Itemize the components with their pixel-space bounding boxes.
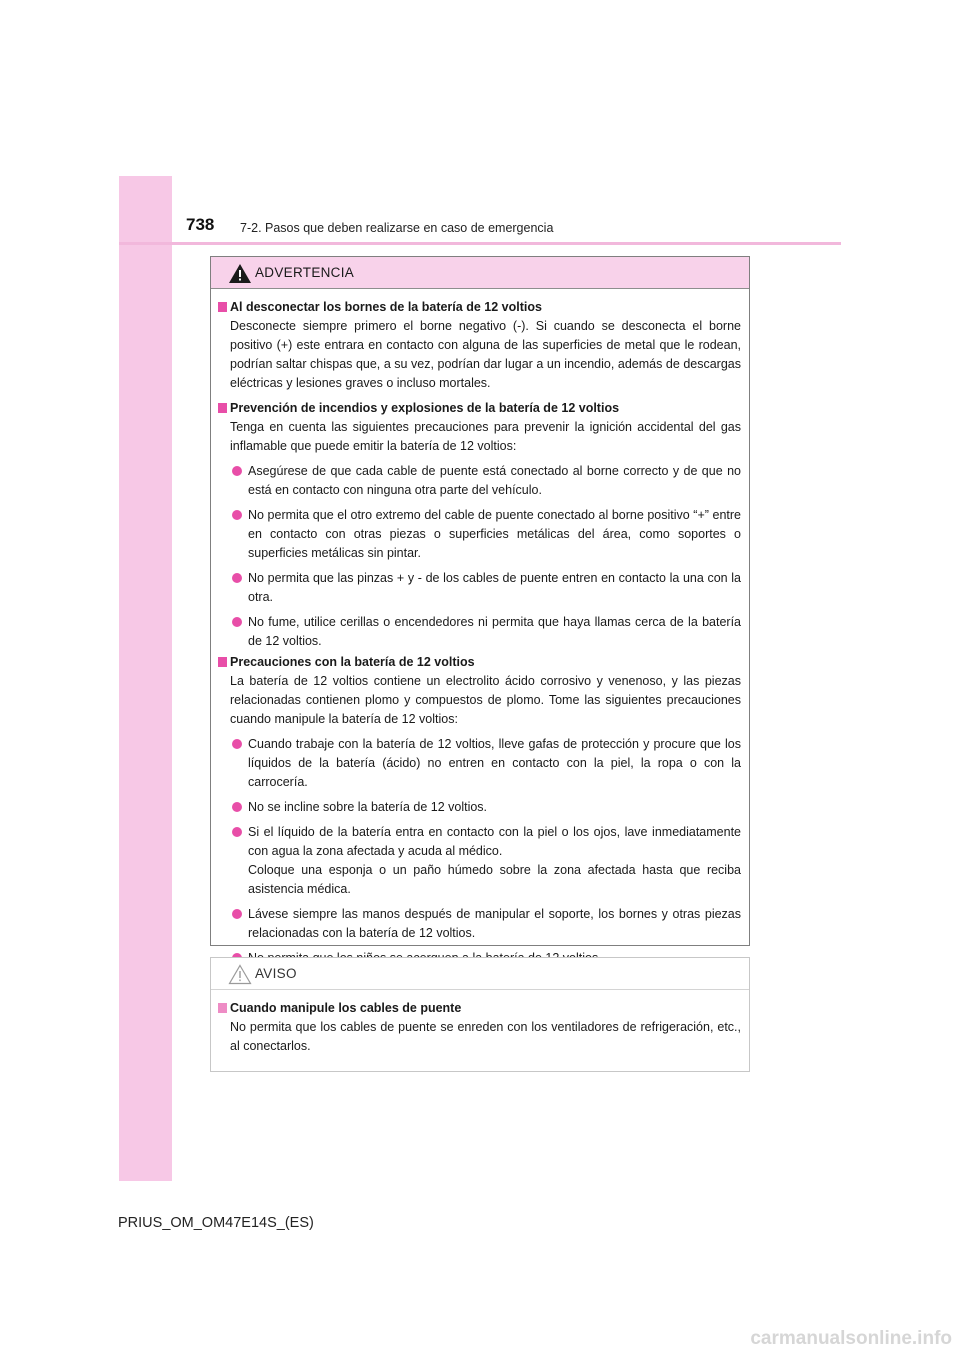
section-title: 7-2. Pasos que deben realizarse en caso de emergencia: [240, 221, 554, 235]
warning-paragraph-3: La batería de 12 voltios contiene un electrolito ácido corrosivo y venenoso, y las piezas relacionadas contienen plomo y compuestos de plomo. Tome las siguientes precauciones cuando manipule la batería de 12 voltios:: [230, 674, 741, 726]
square-bullet-icon: [218, 657, 227, 667]
notice-body: [211, 990, 749, 1056]
page-sidebar: [119, 176, 172, 1181]
notice-box: [210, 957, 750, 1072]
circle-bullet-icon: [232, 909, 242, 919]
warning-bullet: No permita que el otro extremo del cable de puente conectado al borne positivo “+” entre en contacto con otras piezas o superficies metálicas del área, como soportes o superficies metálicas sin pintar.: [230, 506, 741, 563]
square-bullet-icon: [218, 1003, 227, 1013]
warning-heading-2: Prevención de incendios y explosiones de la batería de 12 voltios: [218, 399, 741, 418]
warning-bullet: No permita que las pinzas + y - de los cables de puente entren en contacto la una con la otra.: [230, 569, 741, 607]
warning-bullet: No fume, utilice cerillas o encendedores ni permita que haya llamas cerca de la batería de 12 voltios.: [230, 613, 741, 651]
notice-heading: Cuando manipule los cables de puente: [218, 999, 741, 1018]
warning-header: [211, 257, 749, 289]
warning-bullet: Lávese siempre las manos después de manipular el soporte, los bornes y otras piezas relacionadas con la batería de 12 voltios.: [230, 905, 741, 943]
circle-bullet-icon: [232, 827, 242, 837]
circle-bullet-icon: [232, 739, 242, 749]
watermark: carmanualsonline.info: [750, 1328, 952, 1349]
notice-header: [211, 958, 749, 990]
document-code: PRIUS_OM_OM47E14S_(ES): [118, 1215, 314, 1231]
warning-box: [210, 256, 750, 946]
warning-triangle-icon: [228, 263, 252, 284]
header-rule: [119, 242, 841, 245]
notice-title: AVISO: [255, 966, 297, 981]
warning-bullet: No se incline sobre la batería de 12 voltios.: [230, 798, 741, 817]
warning-bullet: Si el líquido de la batería entra en contacto con la piel o los ojos, lave inmediatamente con agua la zona afectada y acuda al médico. Coloque una esponja o un paño húmedo sobre la zona afectada hasta que reciba asistencia médica.: [230, 823, 741, 899]
warning-heading-1: Al desconectar los bornes de la batería de 12 voltios: [218, 298, 741, 317]
warning-title: ADVERTENCIA: [255, 265, 355, 280]
circle-bullet-icon: [232, 573, 242, 583]
notice-paragraph: No permita que los cables de puente se enreden con los ventiladores de refrigeración, etc., al conectarlos.: [230, 1020, 741, 1053]
warning-body: [211, 289, 749, 968]
circle-bullet-icon: [232, 802, 242, 812]
warning-bullet: Asegúrese de que cada cable de puente está conectado al borne correcto y de que no está en contacto con ninguna otra parte del vehículo.: [230, 462, 741, 500]
caution-triangle-icon: [228, 964, 252, 985]
square-bullet-icon: [218, 403, 227, 413]
warning-paragraph-1: Desconecte siempre primero el borne negativo (-). Si cuando se desconecta el borne positivo (+) este entrara en contacto con alguna de las superficies de metal que le rodean, podrían saltar chispas que, a su vez, podrían dar lugar a un incendio, además de descargas eléctricas y lesiones graves o incluso mortales.: [230, 319, 741, 390]
circle-bullet-icon: [232, 617, 242, 627]
page-number: 738: [186, 215, 215, 234]
warning-heading-3: Precauciones con la batería de 12 voltios: [218, 653, 741, 672]
circle-bullet-icon: [232, 466, 242, 476]
circle-bullet-icon: [232, 510, 242, 520]
square-bullet-icon: [218, 302, 227, 312]
warning-paragraph-2: Tenga en cuenta las siguientes precauciones para prevenir la ignición accidental del gas inflamable que puede emitir la batería de 12 voltios:: [230, 420, 741, 453]
warning-bullet: Cuando trabaje con la batería de 12 voltios, lleve gafas de protección y procure que los líquidos de la batería (ácido) no entren en contacto con la piel, la ropa o con la carrocería.: [230, 735, 741, 792]
